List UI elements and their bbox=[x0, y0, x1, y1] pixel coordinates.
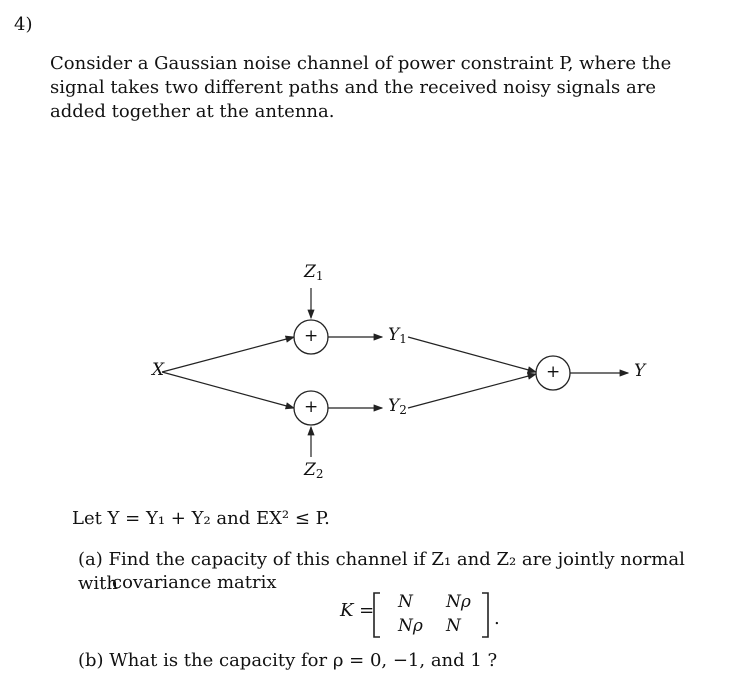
label-y2: $Y_2$ bbox=[388, 396, 407, 417]
label-y-output: Y bbox=[634, 361, 646, 381]
let-statement: Let Y = Y₁ + Y₂ and EX² ≤ P. bbox=[72, 508, 330, 529]
label-z2: $Z_2$ bbox=[304, 460, 324, 481]
matrix-lhs: K = bbox=[340, 600, 375, 621]
matrix-brackets bbox=[370, 590, 500, 640]
label-z1: $Z_1$ bbox=[304, 262, 324, 283]
edge-x-adder2 bbox=[162, 372, 294, 408]
edge-y2-adder3 bbox=[408, 374, 536, 408]
adder3-plus: + bbox=[546, 362, 561, 382]
adder2-plus: + bbox=[304, 397, 319, 417]
matrix-period: . bbox=[494, 608, 500, 629]
matrix-a12: Nρ bbox=[446, 592, 471, 612]
matrix-a11: N bbox=[398, 592, 413, 612]
label-y1: $Y_1$ bbox=[388, 325, 407, 346]
question-b: (b) What is the capacity for ρ = 0, −1, and 1 ? bbox=[78, 650, 498, 671]
label-x: X bbox=[152, 360, 165, 380]
matrix-a21: Nρ bbox=[398, 616, 423, 636]
edge-y1-adder3 bbox=[408, 337, 536, 372]
matrix-a22: N bbox=[446, 616, 461, 636]
adder1-plus: + bbox=[304, 326, 319, 346]
edge-x-adder1 bbox=[162, 337, 294, 372]
problem-number: 4) bbox=[14, 14, 33, 35]
problem-intro: Consider a Gaussian noise channel of power constraint P, where the signal takes two different paths and the received noisy signals are added together at the antenna. bbox=[50, 53, 672, 122]
question-a-line1: (a) Find the capacity of this channel if Z₁ and Z₂ are jointly normal with bbox=[78, 549, 685, 594]
question-a-line2: covariance matrix bbox=[112, 572, 277, 593]
